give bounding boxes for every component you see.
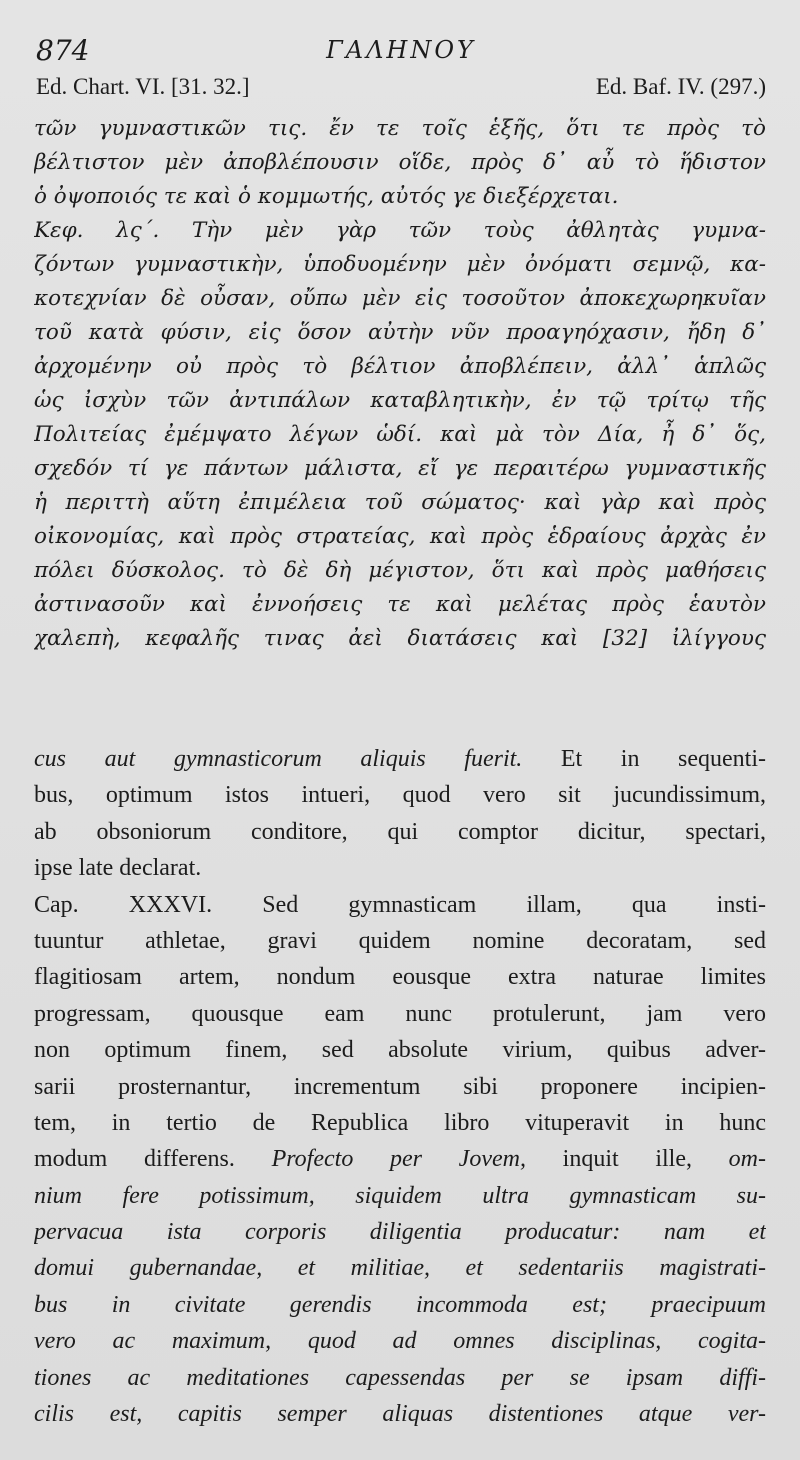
latin-roman-run: inquit ille, [525, 1146, 729, 1173]
latin-italic-run: cus aut gymnasticorum aliquis fuerit. [34, 746, 523, 772]
latin-line [34, 777, 766, 813]
latin-italic-run: cilis est, capitis semper aliquas distentiones atque ver- [34, 1401, 766, 1428]
latin-roman-run: modum differens. [34, 1146, 272, 1173]
edition-chart-reference: Ed. Chart. VI. [31. 32.] [36, 74, 250, 99]
greek-line: ζόντων γυμναστικὴν, ὑποδυομένην μὲν ὀνόματι σεμνῷ, κα- [34, 252, 766, 277]
latin-line [34, 1178, 766, 1214]
latin-line [34, 996, 766, 1032]
latin-roman-run: sarii prosternantur, incrementum sibi proponere incipien- [34, 1073, 766, 1100]
latin-line [34, 887, 766, 923]
greek-line: τῶν γυμναστικῶν τις. ἔν τε τοῖς ἑξῆς, ὅτι τε πρὸς τὸ [34, 116, 766, 141]
latin-line [34, 1287, 766, 1323]
greek-line: ἀστινασοῦν καὶ ἐννοήσεις τε καὶ μελέτας πρὸς ἑαυτὸν [34, 592, 766, 617]
latin-italic-run: domui gubernandae, et militiae, et sedentariis magistrati- [34, 1255, 766, 1282]
greek-line: Κεφ. λς΄. Τὴν μὲν γὰρ τῶν τοὺς ἀθλητὰς γυμνα- [34, 218, 766, 243]
latin-italic-run: vero ac maximum, quod ad omnes disciplinas, cogita- [34, 1328, 766, 1355]
latin-line [34, 1141, 766, 1177]
latin-line [34, 1032, 766, 1068]
latin-italic-run: bus in civitate gerendis incommoda est; praecipuum [34, 1291, 766, 1318]
greek-line: πόλει δύσκολος. τὸ δὲ δὴ μέγιστον, ὅτι καὶ πρὸς μαθήσεις [34, 558, 766, 583]
greek-line: βέλτιστον μὲν ἀποβλέπουσιν οἵδε, πρὸς δ᾽ αὖ τὸ ἥδιστον [34, 150, 766, 175]
greek-line: ὁ ὀψοποιός τε καὶ ὁ κομμωτής, αὐτός γε διεξέρχεται. [34, 184, 619, 209]
latin-roman-run: flagitiosam artem, nondum eousque extra naturae limites [34, 964, 766, 991]
running-title: ΓΑΛΗΝΟΥ [326, 36, 476, 64]
greek-line: τοῦ κατὰ φύσιν, εἰς ὅσον αὐτὴν νῦν προαγηόχασιν, ἤδη δ᾽ [34, 320, 766, 345]
latin-line [34, 741, 766, 777]
page-header [36, 28, 766, 68]
latin-roman-run: Cap. XXXVI. Sed gymnasticam illam, qua insti- [34, 891, 766, 918]
latin-line [34, 1360, 766, 1396]
latin-italic-run: tiones ac meditationes capessendas per se ipsam diffi- [34, 1364, 766, 1391]
latin-roman-run: Et in sequenti- [522, 746, 766, 772]
latin-line [34, 1323, 766, 1359]
latin-roman-run: progressam, quousque eam nunc protulerunt, jam vero [34, 1000, 766, 1027]
greek-line: χαλεπὴ, κεφαλῆς τινας ἀεὶ διατάσεις καὶ [32] ἰλίγγους [34, 626, 766, 651]
latin-line [34, 1069, 766, 1105]
latin-line [34, 1250, 766, 1286]
greek-line: οἰκονομίας, καὶ πρὸς στρατείας, καὶ πρὸς ἑδραίους ἀρχὰς ἐν [34, 524, 766, 549]
latin-roman-run: ab obsoniorum conditore, qui comptor dicitur, spectari, [34, 818, 766, 845]
edition-basel-reference: Ed. Baf. IV. (297.) [595, 74, 766, 99]
latin-italic-run: om- [728, 1146, 766, 1173]
latin-text-block [34, 741, 766, 1432]
latin-roman-run: tem, in tertio de Republica libro vituperavit in hunc [34, 1109, 766, 1136]
latin-roman-run: ipse late declarat. [34, 855, 202, 882]
latin-line [34, 959, 766, 995]
greek-text-block [34, 112, 766, 656]
latin-line [34, 1396, 766, 1432]
latin-italic-run: pervacua ista corporis diligentia producatur: nam et [34, 1219, 766, 1246]
greek-line: ἡ περιττὴ αὕτη ἐπιμέλεια τοῦ σώματος· καὶ γὰρ καὶ πρὸς [34, 490, 766, 515]
latin-roman-run: tuuntur athletae, gravi quidem nomine decoratam, sed [34, 927, 766, 954]
greek-line: Πολιτείας ἐμέμψατο λέγων ὡδί. καὶ μὰ τὸν Δία, ἦ δ᾽ ὅς, [34, 422, 766, 447]
latin-line [34, 1105, 766, 1141]
greek-line: ὡς ἰσχὺν τῶν ἀντιπάλων καταβλητικὴν, ἐν τῷ τρίτῳ τῆς [34, 388, 766, 413]
latin-line [34, 923, 766, 959]
latin-roman-run: non optimum finem, sed absolute virium, quibus adver- [34, 1037, 766, 1064]
greek-line: ἀρχομένην οὐ πρὸς τὸ βέλτιον ἀποβλέπειν, ἀλλ᾽ ἁπλῶς [34, 354, 766, 379]
greek-line: κοτεχνίαν δὲ οὖσαν, οὔπω μὲν εἰς τοσοῦτον ἀποκεχωρηκυῖαν [34, 286, 766, 311]
latin-italic-run: nium fere potissimum, siquidem ultra gymnasticam su- [34, 1182, 766, 1209]
page-number: 874 [36, 34, 90, 67]
latin-line [34, 1214, 766, 1250]
edition-references [36, 74, 766, 108]
latin-italic-run: Profecto per Jovem, [271, 1146, 526, 1173]
greek-line: σχεδόν τί γε πάντων μάλιστα, εἴ γε περαιτέρω γυμναστικῆς [34, 456, 766, 481]
latin-line [34, 814, 766, 850]
latin-line [34, 850, 766, 886]
latin-roman-run: bus, optimum istos intueri, quod vero sit jucundissimum, [34, 782, 766, 809]
